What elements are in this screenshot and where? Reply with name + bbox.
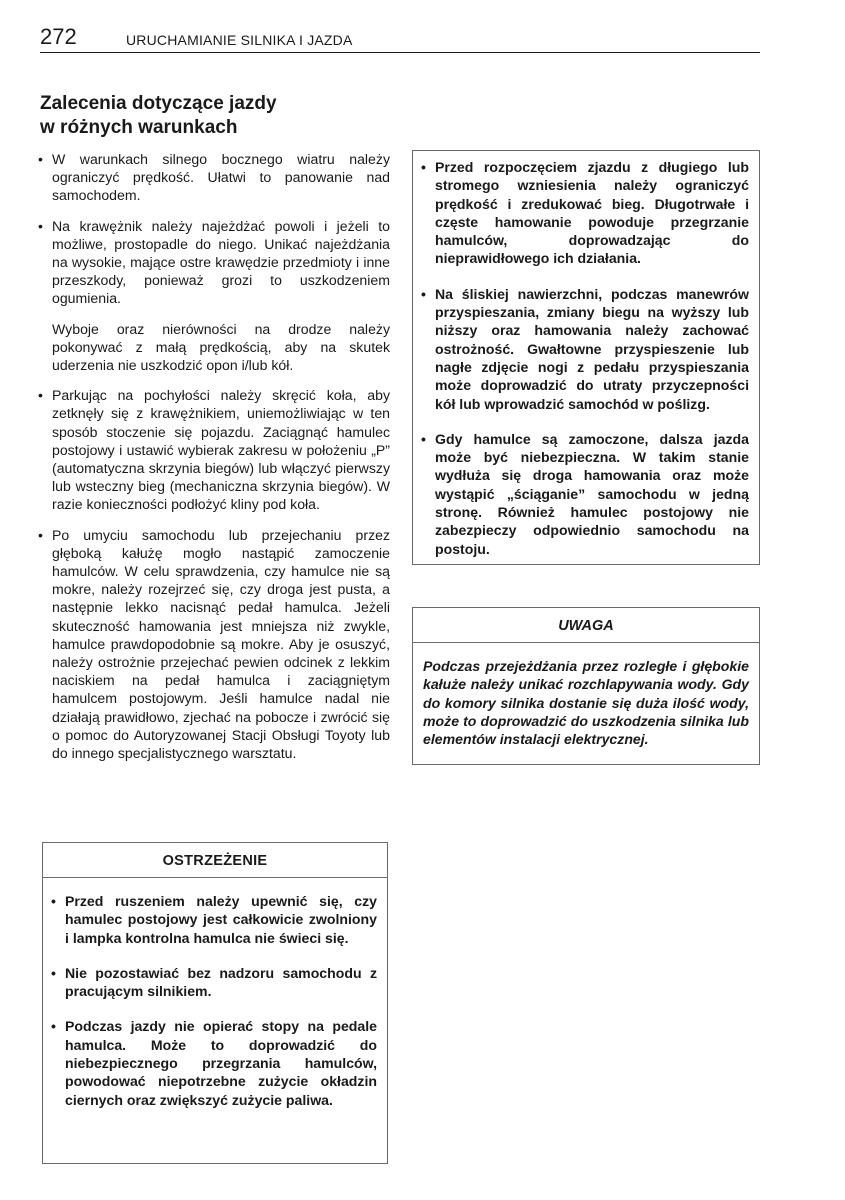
body-paragraph: Wyboje oraz nierówności na drodze należy pokonywać z małą prędkością, aby na skutek uderzenia nie uszkodzić opon i/lub kół.	[52, 320, 390, 374]
page-header	[40, 26, 760, 53]
chapter-title: URUCHAMIANIE SILNIKA I JAZDA	[126, 32, 353, 48]
list-item: • Gdy hamulce są zamoczone, dalsza jazda może być niebezpieczna. W takim stanie wydłuża się droga hamowania oraz może wystąpić „ściąganie” samochodu w jedną stronę. Również hamulec postojowy nie zabezpieczy odpowiednio samochodu na postoju.	[421, 430, 749, 558]
section-title	[40, 92, 380, 140]
list-item: • Przed ruszeniem należy upewnić się, czy hamulec postojowy jest całkowicie zwolniony i lampka kontrolna hamulca nie świeci się.	[51, 892, 377, 947]
section-title-line2: w różnych warunkach	[40, 117, 238, 138]
notice-title: UWAGA	[413, 608, 759, 643]
caution-box	[412, 150, 760, 565]
page-number: 272	[40, 24, 77, 49]
list-item: • Przed rozpoczęciem zjazdu z długiego lub stromego wzniesienia należy ograniczyć prędkość i zredukować bieg. Długotrwałe i częste hamowanie powoduje przegrzanie hamulców, doprowadzając do nieprawidłowego ich działania.	[421, 158, 749, 268]
list-item: • Po umyciu samochodu lub przejechaniu przez głęboką kałużę mogło nastąpić zamoczenie hamulców. W celu sprawdzenia, czy hamulce nie są mokre, należy rozejrzeć się, czy droga jest pusta, a następnie lekko nacisnąć pedał hamulca. Jeżeli skuteczność hamowania jest mniejsza niż zwykle, hamulce prawdopodobnie są mokre. Aby je osuszyć, należy ostrożnie przejechać pewien odcinek z lekkim naciskiem na pedał hamulca i zaciągniętym hamulcem postojowym. Jeśli hamulce nadal nie działają prawidłowo, zjechać na pobocze i zwrócić się o pomoc do Autoryzowanej Stacji Obsługi Toyoty lub do innego specjalistycznego warsztatu.	[38, 526, 390, 763]
list-item: • Podczas jazdy nie opierać stopy na pedale hamulca. Może to doprowadzić do niebezpiecznego przegrzania hamulców, powodować niepotrzebne zużycie okładzin ciernych oraz zwiększyć zużycie paliwa.	[51, 1017, 377, 1108]
warning-box	[42, 842, 388, 1164]
list-item: • Nie pozostawiać bez nadzoru samochodu z pracującym silnikiem.	[51, 964, 377, 1001]
left-column	[38, 150, 390, 774]
section-title-line1: Zalecenia dotyczące jazdy	[40, 93, 277, 114]
notice-text: Podczas przejeżdżania przez rozległe i głębokie kałuże należy unikać rozchlapywania wody. Gdy do komory silnika dostanie się duża ilość wody, może to doprowadzić do uszkodzenia silnika lub elementów instalacji elektrycznej.	[423, 657, 749, 748]
list-item: • Na śliskiej nawierzchni, podczas manewrów przyspieszania, zmiany biegu na wyższy lub niższy oraz hamowania należy zachować ostrożność. Gwałtowne przyspieszenie lub nagłe zdjęcie nogi z pedału przyspieszania może doprowadzić do utraty przyczepności kół lub wprowadzić samochód w poślizg.	[421, 285, 749, 413]
list-item: • W warunkach silnego bocznego wiatru należy ograniczyć prędkość. Ułatwi to panowanie nad samochodem.	[38, 150, 390, 205]
right-column	[412, 150, 760, 765]
warning-title: OSTRZEŻENIE	[43, 843, 387, 878]
warning-body	[43, 878, 387, 1109]
list-item: • Parkując na pochyłości należy skręcić koła, aby zetknęły się z krawężnikiem, uniemożliwiając w ten sposób stoczenie się pojazdu. Zaciągnąć hamulec postojowy i ustawić wybierak zakresu w położeniu „P” (automatyczna skrzynia biegów) lub włączyć pierwszy lub wsteczny bieg (mechaniczna skrzynia biegów). W razie konieczności podłożyć kliny pod koła.	[38, 386, 390, 513]
notice-box	[412, 607, 760, 765]
list-item: • Na krawężnik należy najeżdżać powoli i jeżeli to możliwe, prostopadle do niego. Unikać najeżdżania na wysokie, mające ostre krawędzie przedmioty i inne przeszkody, ponieważ grozi to uszkodzeniem ogumienia.	[38, 217, 390, 308]
